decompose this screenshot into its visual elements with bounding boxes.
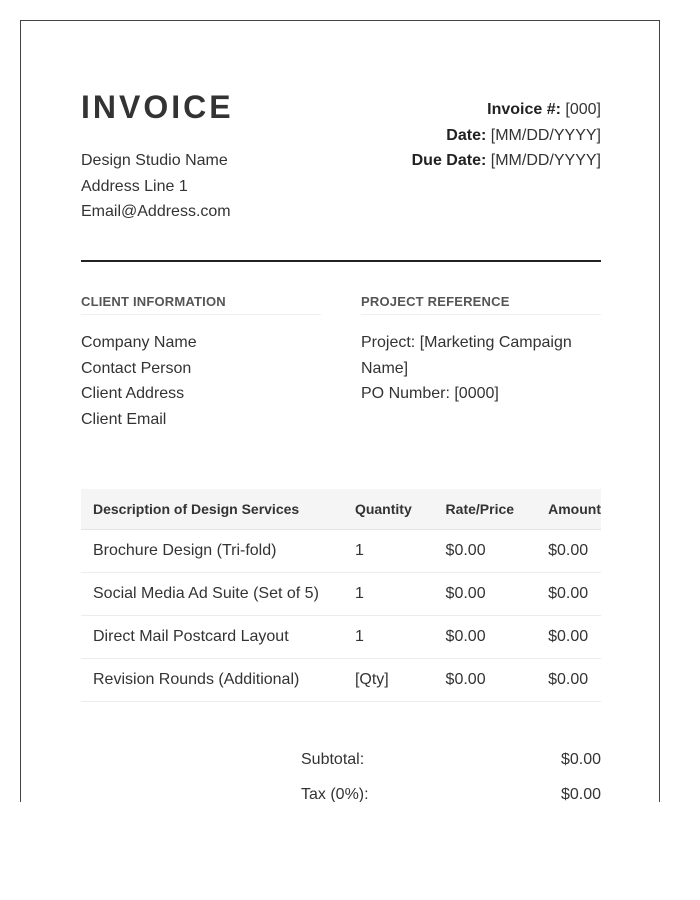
row-description: Social Media Ad Suite (Set of 5) xyxy=(81,573,343,616)
invoice-date-line xyxy=(412,123,601,149)
client-information-heading: CLIENT INFORMATION xyxy=(81,293,321,315)
studio-info xyxy=(81,148,231,225)
row-amount: $0.00 xyxy=(536,659,601,702)
row-amount: $0.00 xyxy=(536,530,601,573)
row-quantity: 1 xyxy=(343,530,434,573)
project-reference xyxy=(361,293,601,407)
row-amount: $0.00 xyxy=(536,573,601,616)
column-header-quantity: Quantity xyxy=(343,489,434,530)
row-rate: $0.00 xyxy=(434,573,537,616)
project-po-number: PO Number: [0000] xyxy=(361,385,499,403)
project-name: Project: [Marketing Campaign Name] xyxy=(361,334,572,377)
client-address: Client Address xyxy=(81,385,185,403)
row-rate: $0.00 xyxy=(434,616,537,659)
client-company: Company Name xyxy=(81,334,197,351)
invoice-number-line xyxy=(412,97,601,123)
row-quantity: 1 xyxy=(343,573,434,616)
column-header-description: Description of Design Services xyxy=(81,489,343,530)
project-details xyxy=(361,330,601,407)
client-email: Client Email xyxy=(81,411,167,429)
tax-label: Tax (0%): xyxy=(301,786,369,802)
client-information xyxy=(81,293,321,433)
table-row xyxy=(81,659,601,702)
row-quantity: [Qty] xyxy=(343,659,434,702)
row-rate: $0.00 xyxy=(434,659,537,702)
studio-email: Email@Address.com xyxy=(81,203,231,220)
invoice-due-date-label: Due Date: xyxy=(411,152,487,169)
invoice-meta xyxy=(412,97,601,174)
header-divider xyxy=(81,260,601,262)
table-header-row xyxy=(81,489,601,530)
invoice-title: INVOICE xyxy=(81,89,234,125)
row-description: Revision Rounds (Additional) xyxy=(81,659,343,702)
row-rate: $0.00 xyxy=(434,530,537,573)
invoice-due-date-line xyxy=(412,148,601,174)
subtotal-row xyxy=(301,747,601,782)
studio-name: Design Studio Name xyxy=(81,152,228,169)
studio-address: Address Line 1 xyxy=(81,177,188,195)
invoice-due-date-value: [MM/DD/YYYY] xyxy=(490,152,601,169)
tax-value: $0.00 xyxy=(560,786,601,802)
subtotal-value: $0.00 xyxy=(560,751,601,768)
row-quantity: 1 xyxy=(343,616,434,659)
invoice-date-label: Date: xyxy=(446,126,487,144)
column-header-amount: Amount xyxy=(536,489,601,530)
table-row xyxy=(81,573,601,616)
invoice-date-value: [MM/DD/YYYY] xyxy=(490,126,601,144)
invoice-number-label: Invoice #: xyxy=(487,101,561,118)
invoice-page xyxy=(20,20,660,802)
row-amount: $0.00 xyxy=(536,616,601,659)
table-row xyxy=(81,616,601,659)
tax-row xyxy=(301,782,601,802)
row-description: Direct Mail Postcard Layout xyxy=(81,616,343,659)
row-description: Brochure Design (Tri-fold) xyxy=(81,530,343,573)
table-row xyxy=(81,530,601,573)
project-reference-heading: PROJECT REFERENCE xyxy=(361,293,601,315)
subtotal-label: Subtotal: xyxy=(301,751,365,768)
totals-section xyxy=(301,747,601,802)
client-details xyxy=(81,330,321,433)
invoice-number-value: [000] xyxy=(565,101,601,118)
services-table xyxy=(81,489,601,702)
column-header-rate: Rate/Price xyxy=(434,489,537,530)
client-contact: Contact Person xyxy=(81,359,192,377)
